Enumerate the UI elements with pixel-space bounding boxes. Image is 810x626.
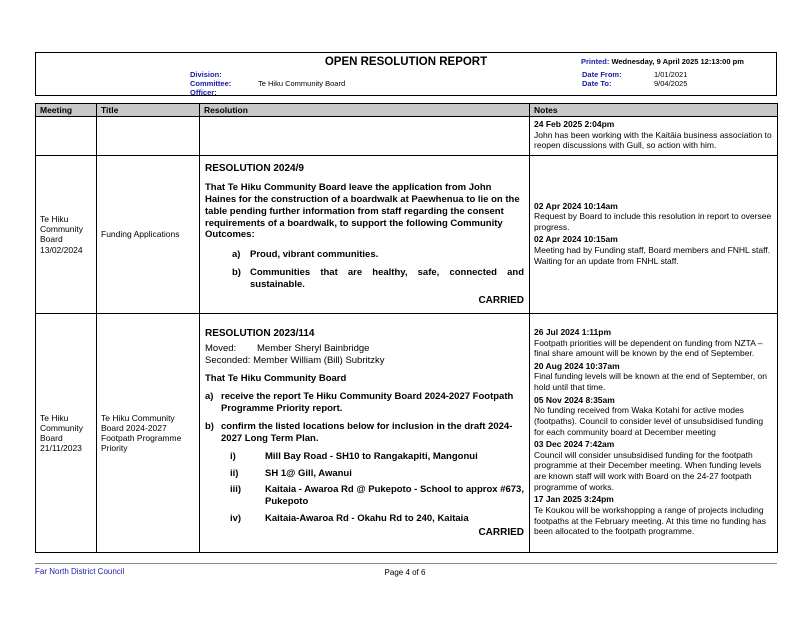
carried-label: CARRIED bbox=[478, 527, 524, 539]
meeting-cell bbox=[36, 117, 97, 156]
note-timestamp: 20 Aug 2024 10:37am bbox=[534, 360, 620, 371]
resolution-intro: That Te Hiku Community Board bbox=[205, 373, 347, 385]
note-text: Te Koukou will be workshopping a range of projects including footpaths at the February meeting. At this time no funding has been allocated to the footpath programme. bbox=[534, 504, 766, 537]
note-text: Request by Board to include this resolution in report to oversee progress. bbox=[534, 211, 772, 232]
note-timestamp: 05 Nov 2024 8:35am bbox=[534, 394, 615, 405]
item-marker: b) bbox=[205, 420, 214, 432]
subitem-marker: ii) bbox=[230, 467, 239, 479]
table-row bbox=[36, 155, 778, 313]
item-text: Communities that are healthy, safe, connected and sustainable. bbox=[250, 267, 524, 290]
notes-cell bbox=[530, 155, 778, 313]
resolution-cell bbox=[200, 313, 530, 552]
date-from-label: Date From: bbox=[582, 70, 622, 79]
table-header-row bbox=[36, 104, 778, 117]
item-marker: a) bbox=[205, 391, 214, 403]
note-text: No funding received from Waka Kotahi for active modes (footpaths). Council to consider level of unsubsidised funding for each community board at December meeting bbox=[534, 405, 764, 437]
resolution-table bbox=[35, 103, 778, 553]
meeting-cell: Te Hiku Community Board 21/11/2023 bbox=[36, 313, 97, 552]
item-text: Proud, vibrant communities. bbox=[250, 249, 379, 261]
committee-label: Committee: bbox=[190, 79, 232, 88]
col-header-notes: Notes bbox=[530, 104, 778, 117]
note-timestamp: 03 Dec 2024 7:42am bbox=[534, 439, 615, 450]
printed-stamp bbox=[581, 57, 744, 66]
committee-value: Te Hiku Community Board bbox=[258, 79, 346, 88]
moved-value: Member Sheryl Bainbridge bbox=[257, 342, 370, 354]
subitem-marker: iv) bbox=[230, 513, 242, 525]
resolution-cell bbox=[200, 117, 530, 156]
resolution-body: That Te Hiku Community Board leave the application from John Haines for the construction of a boardwalk at Paewhenua to lie on the table pending further information from staff regarding the consent requirements of a boardwalk, to support the following Community Outcomes: bbox=[205, 181, 520, 241]
resolution-item bbox=[232, 267, 524, 291]
note-timestamp: 02 Apr 2024 10:15am bbox=[534, 234, 618, 245]
resolution-subitem bbox=[230, 451, 524, 463]
resolution-item bbox=[232, 249, 524, 261]
report-header bbox=[35, 52, 777, 96]
col-header-meeting: Meeting bbox=[36, 104, 97, 117]
table-row bbox=[36, 117, 778, 156]
resolution-subitem bbox=[230, 484, 524, 508]
printed-value: Wednesday, 9 April 2025 12:13:00 pm bbox=[611, 57, 744, 66]
subitem-marker: i) bbox=[230, 450, 236, 462]
note-timestamp: 24 Feb 2025 2:04pm bbox=[534, 119, 615, 129]
item-marker: a) bbox=[232, 249, 241, 261]
note-text: Footpath priorities will be dependent on funding from NZTA – final share amount will be known by the end of September. bbox=[534, 337, 763, 359]
note-timestamp: 02 Apr 2024 10:14am bbox=[534, 200, 618, 211]
page-number: Page 4 of 6 bbox=[384, 568, 426, 577]
col-header-resolution: Resolution bbox=[200, 104, 530, 117]
carried-label: CARRIED bbox=[478, 294, 524, 306]
printed-label: Printed: bbox=[581, 57, 610, 66]
resolution-heading: RESOLUTION 2024/9 bbox=[205, 162, 304, 174]
moved-line bbox=[205, 343, 524, 355]
subitem-text: Mill Bay Road - SH10 to Rangakapiti, Mangonui bbox=[265, 450, 478, 462]
moved-label: Moved: bbox=[205, 342, 237, 354]
table-row bbox=[36, 313, 778, 552]
meeting-cell: Te Hiku Community Board 13/02/2024 bbox=[36, 155, 97, 313]
resolution-item bbox=[205, 421, 524, 445]
notes-cell bbox=[530, 313, 778, 552]
report-title: OPEN RESOLUTION REPORT bbox=[324, 56, 488, 68]
subitem-text: Kaitaia - Awaroa Rd @ Pukepoto - School to approx #673, Pukepoto bbox=[265, 484, 524, 508]
resolution-cell bbox=[200, 155, 530, 313]
col-header-title: Title bbox=[97, 104, 200, 117]
seconded-line bbox=[205, 355, 524, 367]
date-to-label: Date To: bbox=[582, 79, 612, 88]
item-text: confirm the listed locations below for inclusion in the draft 2024-2027 Long Term Plan. bbox=[221, 420, 513, 444]
resolution-heading: RESOLUTION 2023/114 bbox=[205, 327, 315, 339]
date-from-value: 1/01/2021 bbox=[654, 70, 688, 79]
subitem-marker: iii) bbox=[230, 484, 242, 496]
date-to-value: 9/04/2025 bbox=[654, 79, 688, 88]
note-timestamp: 17 Jan 2025 3:24pm bbox=[534, 494, 614, 505]
note-text: Final funding levels will be known at the end of September, on hold until that time. bbox=[534, 371, 767, 393]
item-text: receive the report Te Hiku Community Board 2024-2027 Footpath Programme Priority report. bbox=[221, 391, 514, 415]
resolution-subitem bbox=[230, 468, 524, 480]
footer-organisation: Far North District Council bbox=[35, 567, 125, 576]
note-text: Council will consider unsubsidised funding for the footpath programme at their December meeting. When funding levels are known staff will work with Board on the 24-27 footpath programme of works. bbox=[534, 449, 762, 492]
title-cell bbox=[97, 117, 200, 156]
note-text: John has been working with the Kaitāia business association to reopen discussions with Gull, so action with him. bbox=[534, 129, 772, 151]
footer-divider bbox=[35, 563, 777, 564]
division-label: Division: bbox=[190, 70, 222, 79]
subitem-text: SH 1@ Gill, Awanui bbox=[265, 467, 352, 479]
resolution-subitem bbox=[230, 513, 524, 525]
officer-label: Officer: bbox=[190, 88, 217, 97]
subitem-text: Kaitaia-Awaroa Rd - Okahu Rd to 240, Kaitaia bbox=[265, 513, 469, 525]
seconded-value: Member William (Bill) Subritzky bbox=[253, 355, 385, 366]
notes-cell bbox=[530, 117, 778, 156]
title-cell: Funding Applications bbox=[97, 155, 200, 313]
item-marker: b) bbox=[232, 267, 241, 279]
resolution-item bbox=[205, 391, 524, 415]
title-cell: Te Hiku Community Board 2024-2027 Footpath Programme Priority bbox=[97, 313, 200, 552]
note-text: Meeting had by Funding staff, Board members and FNHL staff. Waiting for an update from FNHL staff. bbox=[534, 245, 771, 266]
seconded-label: Seconded: bbox=[205, 355, 251, 366]
note-timestamp: 26 Jul 2024 1:11pm bbox=[534, 326, 612, 337]
